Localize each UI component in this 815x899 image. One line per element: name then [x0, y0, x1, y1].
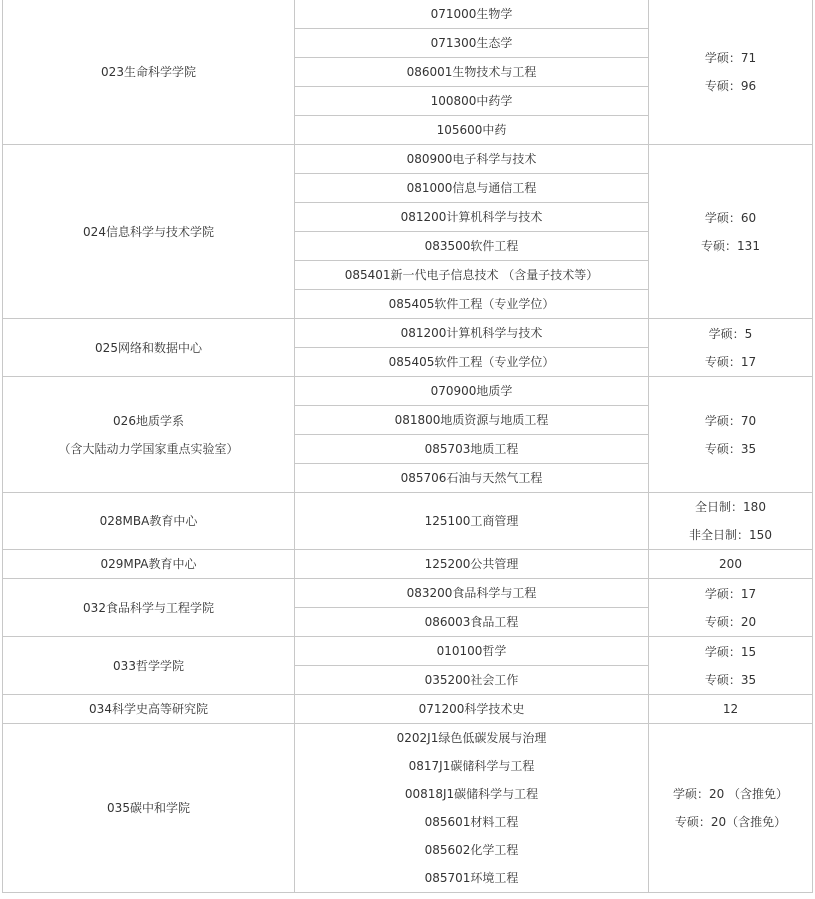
program-name: 083200食品科学与工程	[295, 579, 649, 608]
table-row	[3, 695, 813, 724]
quota-value: 学硕：60	[704, 210, 757, 225]
program-name: 085602化学工程	[424, 843, 519, 857]
department-cell	[3, 550, 295, 579]
program-name: 085601材料工程	[424, 815, 519, 829]
quota-cell	[649, 0, 813, 145]
program-name: 086003食品工程	[295, 608, 649, 637]
program-name: 085703地质工程	[295, 435, 649, 464]
program-name: 00818J1碳储科学与工程	[404, 787, 539, 801]
program-name: 0202J1绿色低碳发展与治理	[396, 731, 547, 745]
quota-cell	[649, 550, 813, 579]
quota-value: 全日制：180	[695, 500, 766, 514]
quota-value: 专硕：35	[704, 441, 757, 456]
table-row	[3, 377, 813, 406]
quota-value: 学硕：17	[704, 586, 757, 601]
quota-value: 专硕：20（含推免）	[674, 815, 787, 829]
table-body	[3, 0, 813, 893]
quota-cell	[649, 579, 813, 637]
program-cell	[295, 724, 649, 893]
quota-cell	[649, 637, 813, 695]
department-cell	[3, 377, 295, 493]
program-name: 080900电子科学与技术	[295, 145, 649, 174]
program-name: 081000信息与通信工程	[295, 174, 649, 203]
quota-value: 非全日制：150	[689, 528, 772, 542]
department-cell	[3, 695, 295, 724]
program-name: 071000生物学	[295, 0, 649, 29]
quota-value: 学硕：15	[704, 644, 757, 659]
program-name: 083500软件工程	[295, 232, 649, 261]
department-name: 026地质学系	[113, 413, 184, 428]
quota-value: 12	[722, 702, 739, 716]
department-cell	[3, 493, 295, 550]
department-cell	[3, 319, 295, 377]
department-cell	[3, 0, 295, 145]
quota-value: 学硕：20 （含推免）	[672, 787, 789, 801]
program-name: 125100工商管理	[295, 493, 649, 550]
program-name: 010100哲学	[295, 637, 649, 666]
department-name: 029MPA教育中心	[100, 557, 197, 571]
program-name: 105600中药	[295, 116, 649, 145]
department-name: 032食品科学与工程学院	[83, 600, 214, 615]
quota-cell	[649, 493, 813, 550]
quota-value: 专硕：35	[704, 672, 757, 687]
quota-value: 学硕：70	[704, 413, 757, 428]
quota-value: 专硕：20	[704, 614, 757, 629]
department-cell	[3, 724, 295, 893]
program-name: 086001生物技术与工程	[295, 58, 649, 87]
program-name: 125200公共管理	[295, 550, 649, 579]
quota-value: 专硕：17	[704, 354, 757, 369]
table-row	[3, 0, 813, 29]
table-row	[3, 637, 813, 666]
table-row	[3, 579, 813, 608]
program-name: 070900地质学	[295, 377, 649, 406]
quota-cell	[649, 319, 813, 377]
table-row	[3, 550, 813, 579]
quota-value: 专硕：131	[701, 238, 760, 253]
program-name: 100800中药学	[295, 87, 649, 116]
program-name: 085706石油与天然气工程	[295, 464, 649, 493]
quota-value: 专硕：96	[704, 79, 757, 93]
program-name: 081200计算机科学与技术	[295, 319, 649, 348]
department-name: 025网络和数据中心	[95, 340, 202, 355]
department-name: 035碳中和学院	[107, 801, 190, 815]
program-name: 071300生态学	[295, 29, 649, 58]
department-name: 034科学史高等研究院	[89, 702, 208, 716]
program-name: 081800地质资源与地质工程	[295, 406, 649, 435]
program-name: 085405软件工程（专业学位）	[295, 348, 649, 377]
program-name: 071200科学技术史	[295, 695, 649, 724]
program-name: 035200社会工作	[295, 666, 649, 695]
department-cell	[3, 637, 295, 695]
table-row	[3, 493, 813, 550]
department-cell	[3, 579, 295, 637]
department-name: 023生命科学学院	[101, 65, 196, 79]
department-cell	[3, 145, 295, 319]
department-name: （含大陆动力学国家重点实验室）	[58, 441, 239, 456]
quota-value: 学硕：5	[708, 326, 753, 341]
program-name: 085401新一代电子信息技术 （含量子技术等）	[295, 261, 649, 290]
table-row	[3, 724, 813, 893]
program-name: 085701环境工程	[424, 871, 519, 885]
quota-cell	[649, 695, 813, 724]
quota-value: 学硕：71	[704, 51, 757, 65]
program-name: 0817J1碳储科学与工程	[408, 759, 535, 773]
quota-cell	[649, 145, 813, 319]
table-row	[3, 319, 813, 348]
quota-cell	[649, 377, 813, 493]
quota-cell	[649, 724, 813, 893]
program-name: 085405软件工程（专业学位）	[295, 290, 649, 319]
department-name: 033哲学学院	[113, 658, 184, 673]
department-name: 024信息科学与技术学院	[83, 224, 214, 239]
table-row	[3, 145, 813, 174]
admissions-table	[2, 0, 813, 893]
quota-value: 200	[719, 557, 742, 571]
program-name: 081200计算机科学与技术	[295, 203, 649, 232]
department-name: 028MBA教育中心	[99, 514, 198, 528]
